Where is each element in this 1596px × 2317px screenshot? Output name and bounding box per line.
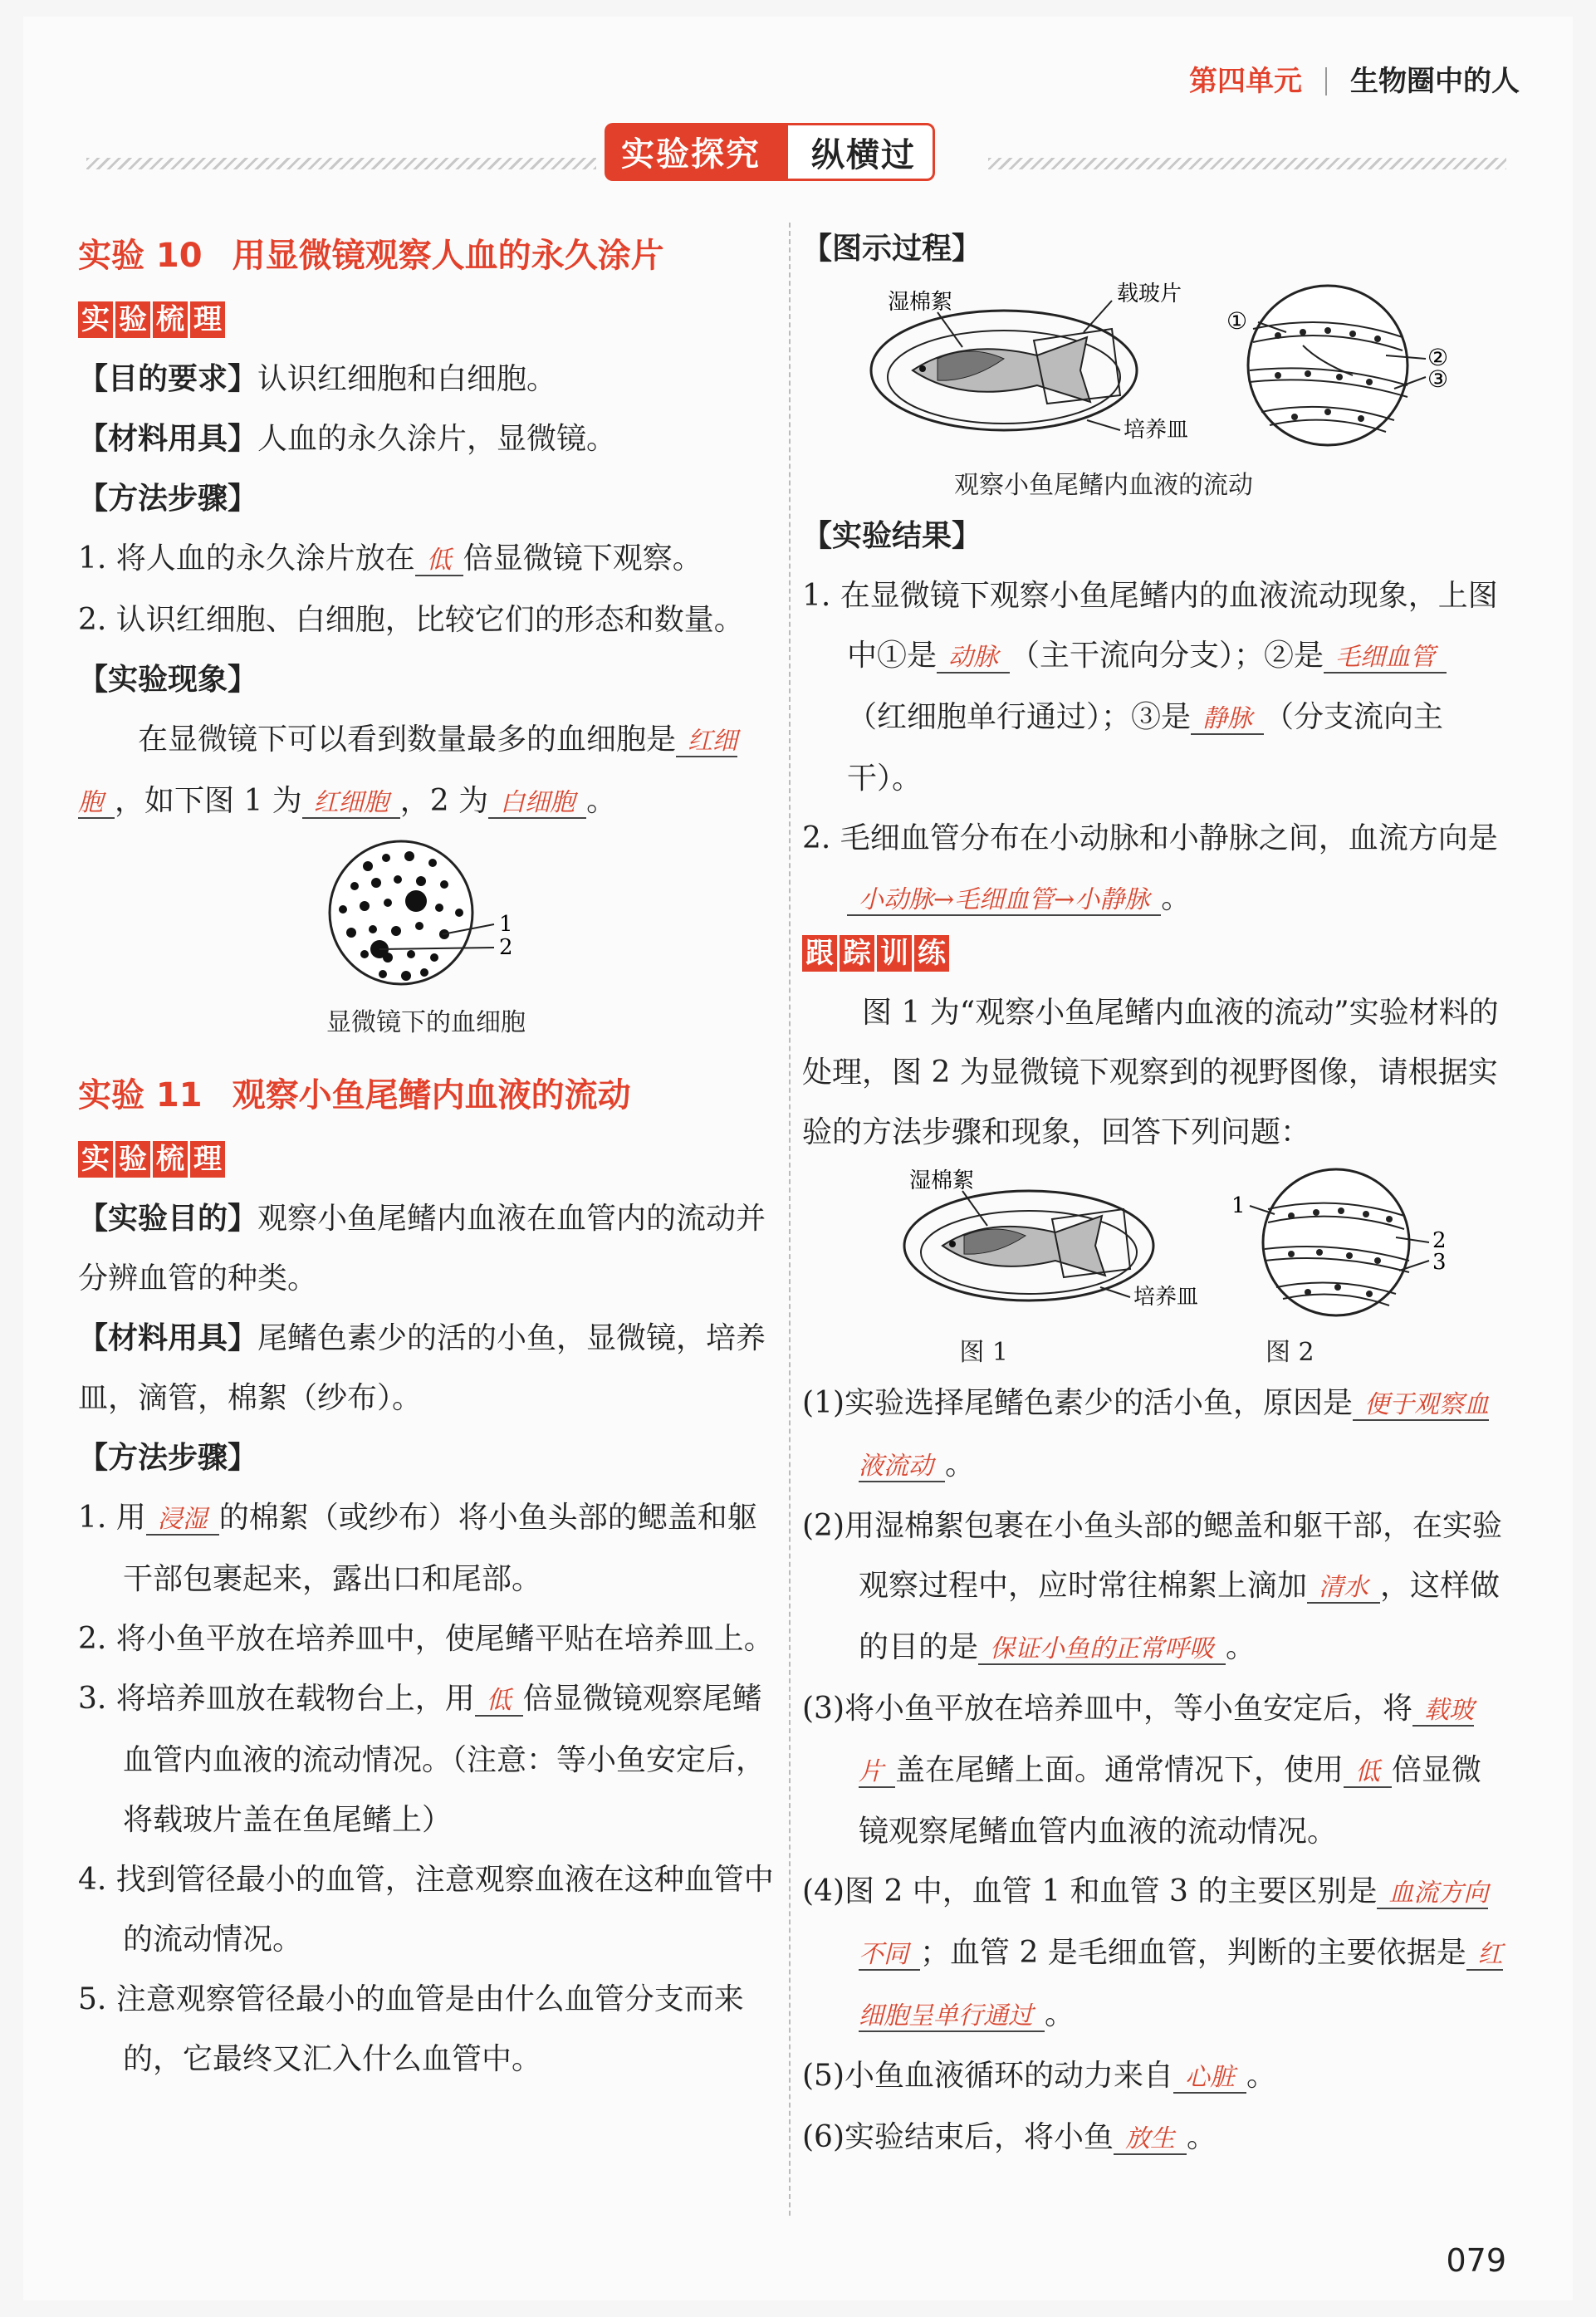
materials-text: 尾鳍色素少的活的小鱼，显微镜，培养皿，滴管，棉絮（纱布）。: [78, 1321, 766, 1415]
answer-blank: 低: [415, 546, 463, 576]
answer-blank: 放生: [1114, 2124, 1187, 2155]
question-text: 。: [1246, 2059, 1277, 2093]
result-2: [802, 809, 1505, 930]
question-text: ，这样做的目的是: [859, 1569, 1501, 1664]
vessel-label-1: ①: [1226, 307, 1248, 335]
purpose-label: 【目的要求】: [78, 362, 258, 396]
vessel-label-2: ②: [1427, 344, 1449, 371]
exp11-step5: 5. 注意观察管径最小的血管是由什么血管分支而来的，它最终又汇入什么血管中。: [78, 1982, 744, 2076]
blood-cell-caption: 显微镜下的血细胞: [326, 1008, 526, 1037]
exp11-number: 实验 11: [78, 1076, 203, 1114]
exp10-number: 实验 10: [78, 237, 203, 275]
purpose-label: 【实验目的】: [78, 1202, 258, 1236]
exp10-purpose: [78, 350, 774, 409]
process-label: 【图示过程】: [802, 232, 982, 266]
header-divider: [1325, 67, 1327, 96]
phen-text: 在显微镜下可以看到数量最多的血细胞是: [138, 723, 677, 757]
question-text: (1)实验选择尾鳍色素少的活小鱼，原因是: [802, 1386, 1353, 1420]
tag-char: 理: [190, 301, 225, 338]
fish-figure-caption: 观察小鱼尾鳍内血液的流动: [954, 471, 1253, 500]
exp10-steps-label: 【方法步骤】: [78, 482, 258, 516]
exp11-steps-label: 【方法步骤】: [78, 1441, 258, 1475]
exp11-materials: [78, 1309, 774, 1428]
step-text: 1. 用: [78, 1501, 146, 1535]
purpose-text: 认识红细胞和白细胞。: [257, 362, 557, 396]
exp10-tag: [78, 301, 225, 338]
answer-blank: 血流方向不同: [859, 1879, 1489, 1969]
exp11-step4: 4. 找到管径最小的血管，注意观察血液在这种血管中的流动情况。: [78, 1863, 774, 1957]
answer-blank: 低: [1344, 1757, 1392, 1788]
fish-process-figure: [802, 279, 1505, 507]
materials-label: 【材料用具】: [78, 1321, 258, 1355]
banner-rule-right: [988, 158, 1506, 169]
practice-intro: 图 1 为“观察小鱼尾鳍内血液的流动”实验材料的处理，图 2 为显微镜下观察到的视野图像，请根据实验的方法步骤和现象，回答下列问题：: [802, 996, 1499, 1149]
question-text: (3)将小鱼平放在培养皿中，等小鱼安定后，将: [802, 1692, 1412, 1726]
blood-cell-figure: [78, 833, 774, 1044]
vessel-number-2: 2: [1432, 1228, 1447, 1253]
result-text: 。: [1161, 881, 1192, 915]
exp11-tag: [78, 1141, 225, 1178]
vessel-number-1: 1: [1231, 1193, 1246, 1218]
answer-blank: 红细胞: [302, 788, 400, 819]
tag-char: 训: [877, 935, 912, 972]
step-text: 的棉絮（或纱布）将小鱼头部的鳃盖和躯干部包裹起来，露出口和尾部。: [123, 1501, 757, 1596]
answer-blank: 心脏: [1173, 2063, 1246, 2094]
exp10-title: [78, 229, 774, 277]
caption-fig2: 图 2: [1266, 1338, 1314, 1367]
practice-figure: [802, 1163, 1505, 1374]
practice-tag: [802, 935, 949, 972]
answer-blank: 低: [475, 1686, 523, 1717]
banner-part2: 纵横过: [786, 123, 935, 181]
question-2: [802, 1496, 1505, 1679]
question-text: 盖在尾鳍上面。通常情况下，使用: [895, 1753, 1344, 1787]
fish-dish-and-vessels: [838, 279, 1469, 462]
question-5: [802, 2046, 1505, 2108]
result-text: 1. 在显微镜下观察小鱼尾鳍内的血液流动现象，上图中①是: [802, 579, 1498, 673]
exp10-step1: [78, 529, 774, 590]
answer-blank: 白细胞: [488, 788, 586, 819]
column-divider: [789, 223, 791, 2216]
answer-blank: 载玻片: [859, 1696, 1474, 1786]
fig-label-1: 1: [499, 912, 513, 937]
question-6: [802, 2108, 1505, 2169]
answer-blank: 毛细血管: [1324, 643, 1447, 674]
question-text: (6)实验结束后，将小鱼: [802, 2120, 1114, 2154]
question-text: (4)图 2 中，血管 1 和血管 3 的主要区别是: [802, 1874, 1378, 1908]
question-text: 。: [1187, 2120, 1217, 2154]
tag-char: 梳: [153, 301, 188, 338]
exp10-phen-label: 【实验现象】: [78, 663, 258, 697]
answer-blank: 保证小鱼的正常呼吸: [978, 1634, 1226, 1665]
question-text: 。: [1226, 1630, 1256, 1664]
tag-char: 实: [78, 1141, 113, 1178]
label-wet-cotton: 湿棉絮: [909, 1168, 975, 1193]
exp10-materials: [78, 409, 774, 469]
exp11-purpose: [78, 1189, 774, 1309]
tag-char: 理: [190, 1141, 225, 1178]
page-number: 079: [1446, 2242, 1506, 2279]
step-text: 3. 将培养皿放在载物台上，用: [78, 1682, 475, 1716]
practice-captions: [769, 1332, 1505, 1374]
materials-text: 人血的永久涂片，显微镜。: [257, 422, 617, 456]
exp11-step1: [78, 1488, 774, 1609]
tag-char: 梳: [153, 1141, 188, 1178]
exp11-title-text: 观察小鱼尾鳍内血液的流动: [232, 1076, 631, 1114]
question-text: ；血管 2 是毛细血管，判断的主要依据是: [920, 1936, 1466, 1970]
question-4: [802, 1862, 1505, 2046]
banner-part1: 实验探究: [605, 123, 786, 181]
exp10-step2: 2. 认识红细胞、白细胞，比较它们的形态和数量。: [78, 603, 744, 637]
label-slide: 载玻片: [1117, 282, 1182, 306]
section-banner: [605, 123, 935, 181]
answer-blank: 动脉: [937, 643, 1010, 674]
exp11-title: [78, 1069, 774, 1116]
question-3: [802, 1679, 1505, 1862]
topic-label: 生物圈中的人: [1350, 65, 1520, 98]
tag-char: 实: [78, 301, 113, 338]
unit-label: 第四单元: [1189, 65, 1302, 98]
result-text: （主干流向分支）；②是: [1010, 639, 1324, 673]
answer-blank: 红细胞: [78, 727, 738, 817]
answer-blank: 红细胞呈单行通过: [859, 1940, 1503, 2030]
left-column: [78, 223, 774, 2089]
answer-blank: 小动脉→毛细血管→小静脉: [847, 885, 1161, 916]
result-text: 2. 毛细血管分布在小动脉和小静脉之间，血流方向是: [802, 821, 1498, 855]
question-text: 。: [1045, 1997, 1075, 2031]
answer-blank: 便于观察血液流动: [859, 1390, 1489, 1481]
answer-blank: 浸湿: [146, 1505, 219, 1536]
running-header: [1189, 58, 1520, 99]
question-text: (5)小鱼血液循环的动力来自: [802, 2059, 1173, 2093]
exp10-phenomenon: [78, 710, 774, 833]
phen-text: ，2 为: [399, 784, 489, 818]
fig-label-2: 2: [499, 935, 513, 960]
caption-fig1: 图 1: [959, 1338, 1008, 1367]
result-text: （红细胞单行通过）；③是: [847, 700, 1192, 734]
step-text: 倍显微镜观察尾鳍血管内血液的流动情况。（注意：等小鱼安定后，将载玻片盖在鱼尾鳍上）: [123, 1682, 766, 1837]
question-text: (2)用湿棉絮包裹在小鱼头部的鳃盖和躯干部，在实验观察过程中，应时常往棉絮上滴加: [802, 1509, 1502, 1603]
label-dish: 培养皿: [1124, 418, 1189, 443]
vessel-label-3: ③: [1427, 365, 1449, 393]
step-text: 1. 将人血的永久涂片放在: [78, 541, 415, 576]
tag-char: 验: [115, 1141, 150, 1178]
label-dish: 培养皿: [1133, 1285, 1199, 1310]
tag-char: 练: [914, 935, 949, 972]
result-1: [802, 566, 1505, 809]
answer-blank: 静脉: [1191, 704, 1264, 735]
exp11-step3: [78, 1669, 774, 1850]
question-text: 。: [945, 1448, 976, 1482]
exp11-step2: 2. 将小鱼平放在培养皿中，使尾鳍平贴在培养皿上。: [78, 1622, 774, 1656]
answer-blank: 清水: [1307, 1573, 1380, 1604]
purpose-text: 观察小鱼尾鳍内血液在血管内的流动并分辨血管的种类。: [78, 1202, 766, 1296]
blood-cell-microscope-view: [318, 833, 534, 999]
label-wet-cotton: 湿棉絮: [888, 290, 953, 315]
step-text: 倍显微镜下观察。: [463, 541, 703, 576]
tag-char: 踪: [840, 935, 874, 972]
vessel-number-3: 3: [1432, 1250, 1447, 1275]
phen-text: 。: [586, 784, 617, 818]
question-text: 倍显微镜观察尾鳍血管内血液的流动情况。: [859, 1753, 1482, 1849]
tag-char: 验: [115, 301, 150, 338]
phen-text: ，如下图 1 为: [115, 784, 302, 818]
tag-char: 跟: [802, 935, 837, 972]
exp10-title-text: 用显微镜观察人血的永久涂片: [232, 237, 664, 275]
result-label: 【实验结果】: [802, 519, 982, 553]
materials-label: 【材料用具】: [78, 422, 258, 456]
banner-rule-left: [86, 158, 596, 169]
question-1: [802, 1374, 1505, 1496]
result-text: （分支流向主干）。: [847, 700, 1444, 796]
practice-fish-and-vessels: [838, 1163, 1469, 1329]
right-column: [802, 223, 1505, 2169]
